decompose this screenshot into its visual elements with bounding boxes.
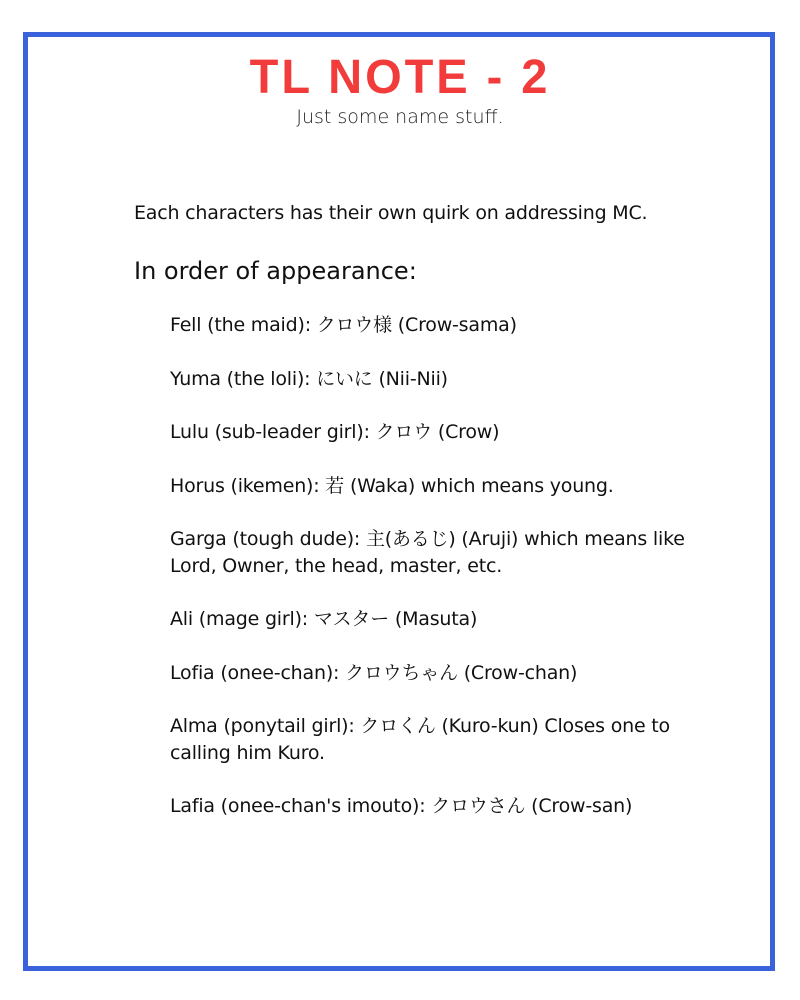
page-subtitle: Just some name stuff. — [296, 106, 504, 128]
list-item: Alma (ponytail girl): クロくん (Kuro-kun) Closes one to calling him Kuro. — [170, 715, 670, 764]
section-heading: In order of appearance: — [134, 257, 417, 285]
list-item: Lulu (sub-leader girl): クロウ (Crow) — [170, 421, 500, 443]
list-item: Yuma (the loli): にいに (Nii-Nii) — [170, 367, 448, 390]
list-item: Horus (ikemen): 若 (Waka) which means young. — [170, 474, 614, 497]
intro-text: Each characters has their own quirk on addressing MC. — [134, 202, 648, 224]
list-item: Ali (mage girl): マスター (Masuta) — [170, 608, 478, 630]
list-item: Garga (tough dude): 主(あるじ) (Aruji) which means like Lord, Owner, the head, master, etc. — [170, 528, 685, 577]
list-item: Lofia (onee-chan): クロウちゃん (Crow-chan) — [170, 661, 578, 684]
page-title: TL NOTE - 2 — [249, 51, 551, 104]
list-item: Lafia (onee-chan's imouto): クロウさん (Crow-san) — [170, 795, 633, 817]
character-list — [170, 312, 700, 847]
list-item: Fell (the maid): クロウ様 (Crow-sama) — [170, 314, 517, 336]
